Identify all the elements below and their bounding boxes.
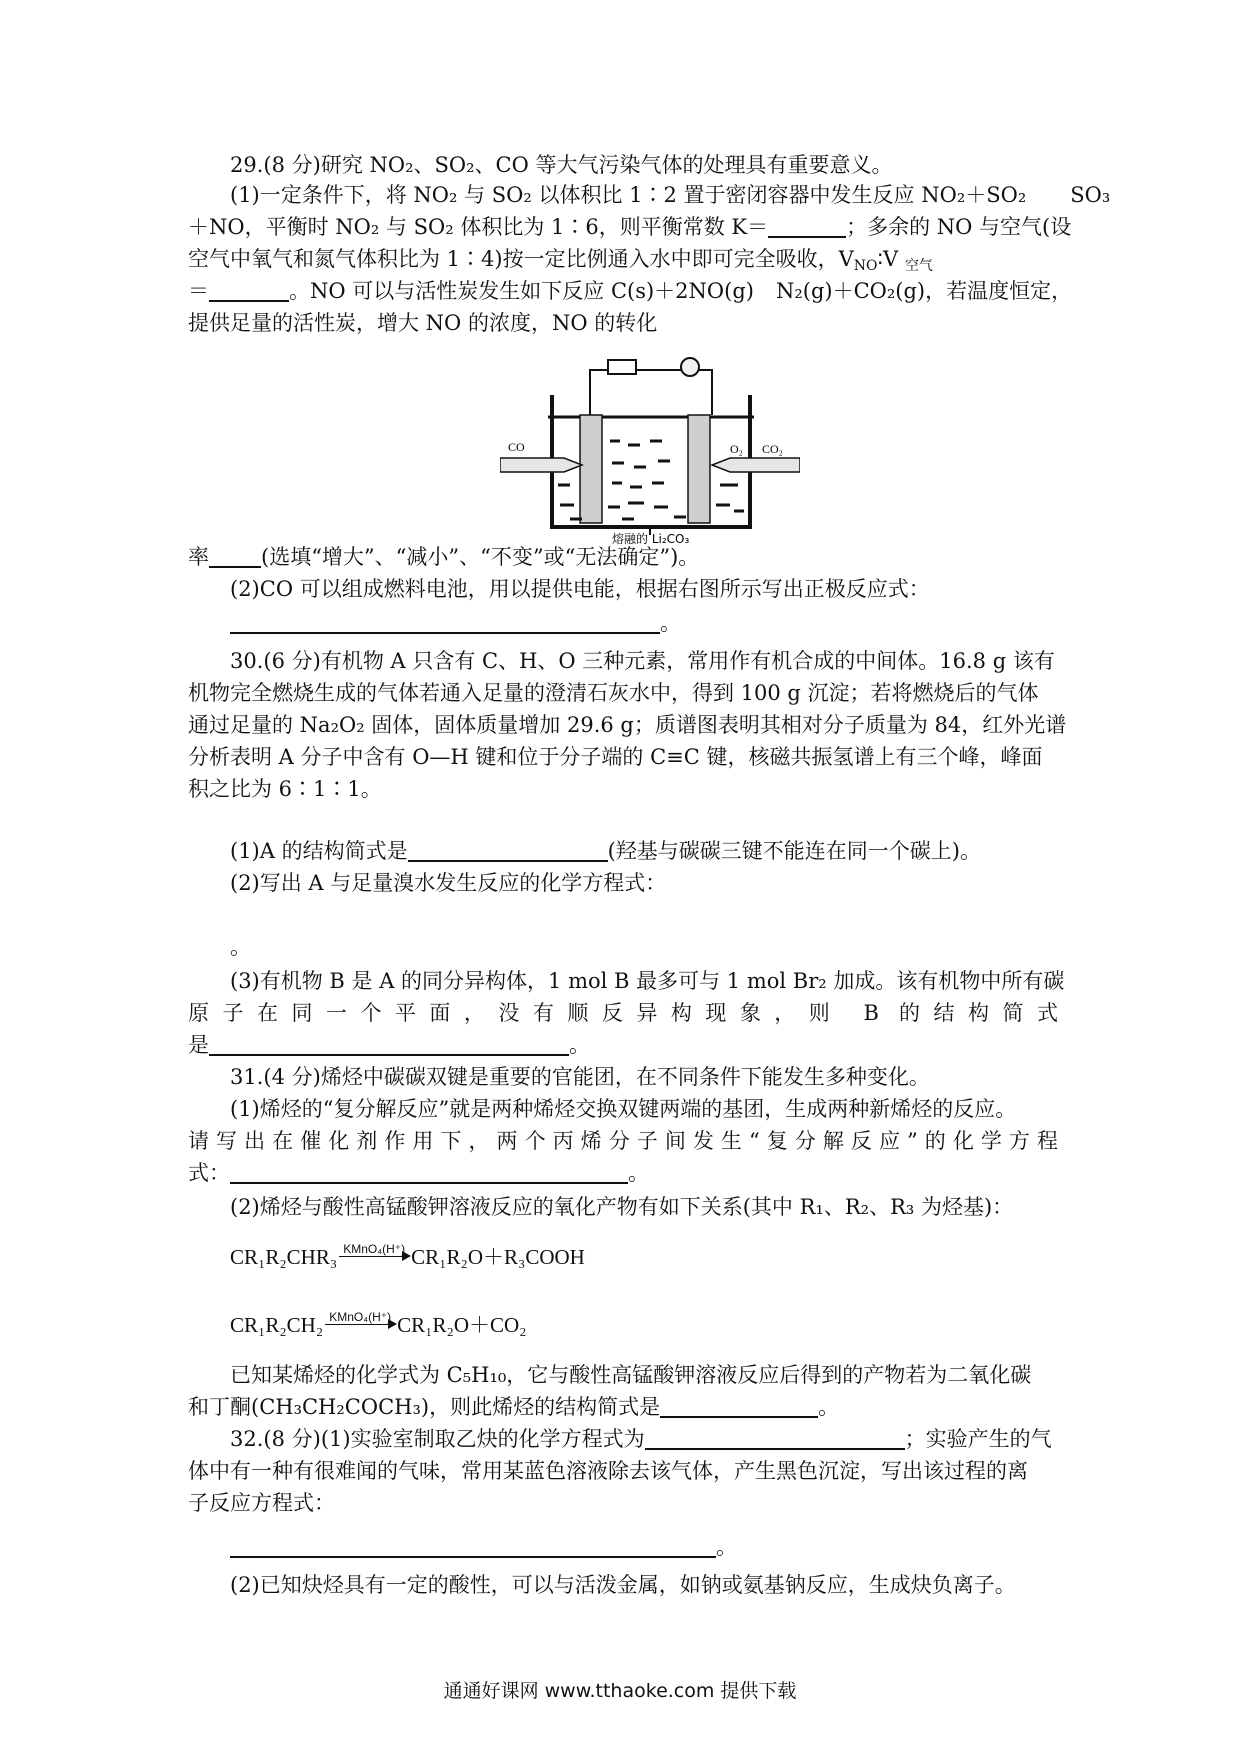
text: 空气中氧气和氮气体积比为 1∶4)按一定比例通入水中即可完全吸收，V	[188, 247, 854, 271]
q32-s2: (2)已知炔烃具有一定的酸性，可以与活泼金属，如钠或氨基钠反应，生成炔负离子。	[230, 1573, 1016, 1597]
q31-equation-2	[230, 1308, 1100, 1340]
q30-s1	[230, 836, 1100, 866]
text: ；多余的 NO 与空气(设	[846, 215, 1072, 239]
q32-line3: 子反应方程式：	[188, 1491, 335, 1515]
q31-header: 31.(4 分)烯烃中碳碳双键是重要的官能团，在不同条件下能发生多种变化。	[230, 1065, 930, 1089]
q32-line1	[230, 1424, 1100, 1454]
q29-header: 29.(8 分)研究 NO₂、SO₂、CO 等大气污染气体的处理具有重要意义。	[230, 153, 893, 177]
text: 。	[569, 1033, 590, 1057]
answer-blank[interactable]	[768, 214, 846, 238]
cathode-electrode	[688, 415, 710, 523]
q29-p1-line2	[188, 212, 1072, 242]
q32-answer	[230, 1532, 1100, 1562]
q31-equation-1	[230, 1240, 1100, 1272]
q30-s3-line2: 原子在同一个平面，没有顺反异构现象，则 B 的结构简式	[188, 1001, 1058, 1025]
label-electrolyte: 熔融的 Li₂CO₃	[612, 532, 690, 545]
q29-p1-line1	[230, 180, 1111, 210]
label-co: CO	[508, 440, 525, 454]
text: SO₃	[1070, 183, 1111, 207]
q31-s2-line2: 已知某烯烃的化学式为 C₅H₁₀，它与酸性高锰酸钾溶液反应后得到的产物若为二氧化碳	[230, 1363, 1032, 1387]
q30-line3: 通过足量的 Na₂O₂ 固体，固体质量增加 29.6 g；质谱图表明其相对分子质量为 84，红外光谱	[188, 713, 1067, 737]
q30-s2-end: 。	[230, 935, 251, 959]
eq1-left: CR₁R₂CHR₃	[230, 1245, 338, 1269]
fuel-cell-svg	[500, 355, 800, 545]
eq2-left: CR₁R₂CH₂	[230, 1313, 324, 1337]
label-co2: CO₂	[762, 442, 783, 456]
q30-line2: 机物完全燃烧生成的气体若通入足量的澄清石灰水中，得到 100 g 沉淀；若将燃烧后的气体	[188, 681, 1039, 705]
q29-p1-line5: 提供足量的活性炭，增大 NO 的浓度，NO 的转化	[188, 311, 658, 335]
subscript: NO	[853, 258, 878, 274]
answer-blank[interactable]	[209, 1032, 569, 1056]
text: 。	[716, 1535, 737, 1559]
q29-p2-answer	[230, 608, 1100, 638]
text: (选填“增大”、“减小”、“不变”或“无法确定”)。	[261, 545, 700, 569]
text: (羟基与碳碳三键不能连在同一个碳上)。	[607, 839, 981, 863]
answer-blank[interactable]	[645, 1426, 905, 1450]
footer-source: 通通好课网 www.tthaoke.com 提供下载	[443, 1680, 797, 1702]
q29-p1-line3	[188, 244, 1058, 274]
q31-s2-line1: (2)烯烃与酸性高锰酸钾溶液反应的氧化产物有如下关系(其中 R₁、R₂、R₃ 为烃基)：	[230, 1195, 1014, 1219]
q30-line4: 分析表明 A 分子中含有 O—H 键和位于分子端的 C≡C 键，核磁共振氢谱上有三个峰，峰面	[188, 745, 1043, 769]
answer-blank[interactable]	[660, 1394, 818, 1418]
text: 式：	[188, 1161, 230, 1185]
text: ＝	[188, 279, 209, 303]
text: 。	[818, 1395, 840, 1419]
q30-line5: 积之比为 6∶1∶1。	[188, 777, 382, 801]
eq2-condition: KMnO₄(H⁺)	[329, 1310, 392, 1324]
answer-blank[interactable]	[209, 544, 261, 568]
eq1-condition: KMnO₄(H⁺)	[343, 1242, 406, 1256]
q30-s3-line3	[188, 1030, 1058, 1060]
text: 和丁酮(CH₃CH₂COCH₃)，则此烯烃的结构简式是	[188, 1395, 661, 1419]
q30-s3-line1: (3)有机物 B 是 A 的同分异构体，1 mol B 最多可与 1 mol Br₂ 加成。该有机物中所有碳	[230, 969, 1065, 993]
q31-s2-line3	[188, 1392, 1058, 1422]
air-inlet-arrow	[712, 458, 800, 472]
answer-blank[interactable]	[230, 1534, 716, 1558]
eq2-right: CR₁R₂O＋CO₂	[397, 1313, 527, 1337]
text: ；实验产生的气	[904, 1427, 1052, 1451]
fuel-cell-diagram	[500, 355, 800, 545]
text: (1)A 的结构简式是	[230, 839, 408, 863]
label-o2: O₂	[730, 442, 743, 456]
q30-line1: 30.(6 分)有机物 A 只含有 C、H、O 三种元素，常用作有机合成的中间体。16.8 g 该有	[230, 649, 1055, 673]
answer-blank[interactable]	[230, 610, 660, 634]
answer-blank[interactable]	[408, 838, 608, 862]
text: ＋NO，平衡时 NO₂ 与 SO₂ 体积比为 1∶6，则平衡常数 K＝	[188, 215, 769, 239]
q29-p1-line6	[188, 542, 1058, 572]
text: 。NO 可以与活性炭发生如下反应 C(s)＋2NO(g)	[289, 279, 754, 303]
co-inlet-arrow	[500, 458, 582, 472]
text: 率	[188, 545, 209, 569]
q32-line2: 体中有一种有很难闻的气味，常用某蓝色溶液除去该气体，产生黑色沉淀，写出该过程的离	[188, 1459, 1028, 1483]
answer-blank[interactable]	[230, 1160, 628, 1184]
battery-icon	[608, 360, 636, 374]
text: ∶V	[877, 247, 899, 271]
text: 。	[628, 1161, 649, 1185]
text: 32.(8 分)(1)实验室制取乙炔的化学方程式为	[230, 1427, 645, 1451]
q30-s2: (2)写出 A 与足量溴水发生反应的化学方程式：	[230, 871, 667, 895]
q31-s1-line2: 请写出在催化剂作用下，两个丙烯分子间发生“复分解反应”的化学方程	[188, 1129, 1058, 1153]
subscript: 空气	[904, 258, 933, 274]
q29-p2-line1: (2)CO 可以组成燃料电池，用以提供电能，根据右图所示写出正极反应式：	[230, 577, 930, 601]
q31-s1-line1: (1)烯烃的“复分解反应”就是两种烯烃交换双键两端的基团，生成两种新烯烃的反应。	[230, 1097, 1017, 1121]
text: 是	[188, 1033, 209, 1057]
anode-electrode	[580, 415, 602, 523]
q29-p1-line4	[188, 276, 1073, 306]
text: (1)一定条件下，将 NO₂ 与 SO₂ 以体积比 1∶2 置于密闭容器中发生反应 NO₂＋SO₂	[230, 183, 1027, 207]
text: 。	[660, 611, 681, 635]
text: N₂(g)＋CO₂(g)，若温度恒定，	[775, 279, 1073, 303]
eq1-right: CR₁R₂O＋R₃COOH	[411, 1245, 585, 1269]
answer-blank[interactable]	[209, 278, 289, 302]
bulb-icon	[681, 358, 699, 376]
reaction-arrow-icon	[337, 1240, 411, 1270]
q31-s1-line3	[188, 1158, 1058, 1188]
reaction-arrow-icon	[323, 1308, 397, 1338]
